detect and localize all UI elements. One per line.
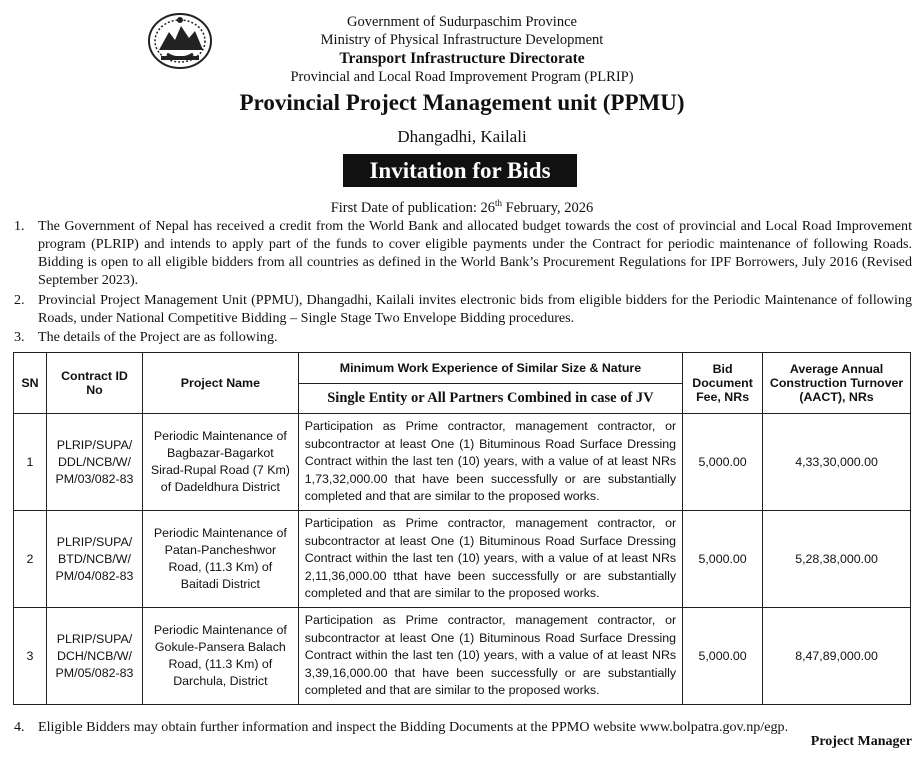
header-bid-fee: Bid Document Fee, NRs — [683, 353, 763, 414]
header-sn: SN — [14, 353, 47, 414]
table-row — [14, 511, 911, 608]
row-aact: 8,47,89,000.00 — [763, 608, 911, 705]
row-bid-fee: 5,000.00 — [683, 608, 763, 705]
row-bid-fee: 5,000.00 — [683, 414, 763, 511]
row-project-name: Periodic Maintenance of Patan-Pancheshwor Road, (11.3 Km) of Baitadi District — [142, 511, 298, 608]
header-contract-id: Contract ID No — [46, 353, 142, 414]
row-contract-id: PLRIP/SUPA/ BTD/NCB/W/ PM/04/082-83 — [46, 511, 142, 608]
row-sn: 3 — [14, 608, 47, 705]
row-contract-id: PLRIP/SUPA/ DDL/NCB/W/ PM/03/082-83 — [46, 414, 142, 511]
table-row — [14, 608, 911, 705]
directorate-line: Transport Infrastructure Directorate — [339, 50, 585, 67]
header-aact: Average Annual Construction Turnover (AACT), NRs — [763, 353, 911, 414]
paragraph-1: 1. The Government of Nepal has received a credit from the World Bank and allocated budget towards the cost of provincial and Local Road Improvement program (PLRIP) and intends to apply part of the funds to cover eligible payments under the Contract for periodic maintenance of following Roads. Bidding is open to all eligible bidders from all countries as defined in the World Bank’s Procurement Regulations for IPF Borrowers, July 2016 (Revised September 2023). — [14, 218, 912, 288]
publication-date: First Date of publication: 26th February, 2026 — [330, 198, 594, 216]
header-experience-sub: Single Entity or All Partners Combined in case of JV — [298, 384, 682, 414]
page-title: Provincial Project Management unit (PPMU) — [239, 90, 685, 115]
row-experience: Participation as Prime contractor, management contractor, or subcontractor at least One (1) Bituminous Road Surface Dressing Contract within the last ten (10) years, with a value of at least NRs 2,11,36,000.00 tthat have been successfully or are substantially completed and that are similar to the proposed works. — [298, 511, 682, 608]
paragraph-3: 3. The details of the Project are as following. — [14, 329, 278, 345]
row-project-name: Periodic Maintenance of Bagbazar-Bagarkot Sirad-Rupal Road (7 Km) of Dadeldhura District — [142, 414, 298, 511]
row-sn: 1 — [14, 414, 47, 511]
header-experience: Minimum Work Experience of Similar Size & Nature — [298, 353, 682, 384]
paragraph-2: 2. Provincial Project Management Unit (PPMU), Dhangadhi, Kailali invites electronic bids from eligible bidders for the Periodic Maintenance of following Roads, under National Competitive Bidding – Single Stage Two Envelope Bidding procedures. — [14, 292, 912, 326]
table-row — [14, 414, 911, 511]
program-line: Provincial and Local Road Improvement Program (PLRIP) — [290, 69, 634, 85]
location-line: Dhangadhi, Kailali — [397, 127, 527, 146]
signature: Project Manager — [810, 734, 912, 749]
row-aact: 4,33,30,000.00 — [763, 414, 911, 511]
row-experience: Participation as Prime contractor, management contractor, or subcontractor at least One (1) Bituminous Road Surface Dressing Contract within the last ten (10) years, with a value of at least NRs 3,39,16,000.00 that have been successfully or are substantially completed and that are similar to the proposed works. — [298, 608, 682, 705]
row-project-name: Periodic Maintenance of Gokule-Pansera Balach Road, (11.3 Km) of Darchula, District — [142, 608, 298, 705]
row-aact: 5,28,38,000.00 — [763, 511, 911, 608]
paragraph-4: 4. Eligible Bidders may obtain further information and inspect the Bidding Documents at the PPMO website www.bolpatra.gov.np/egp. — [14, 719, 789, 735]
row-experience: Participation as Prime contractor, management contractor, or subcontractor at least One (1) Bituminous Road Surface Dressing Contract within the last ten (10) years, with a value of at least NRs 1,73,32,000.00 that have been successfully or are substantially completed and that are similar to the proposed works. — [298, 414, 682, 511]
ministry-line: Ministry of Physical Infrastructure Development — [320, 32, 604, 48]
bid-details-table — [13, 352, 911, 705]
row-bid-fee: 5,000.00 — [683, 511, 763, 608]
header-project-name: Project Name — [142, 353, 298, 414]
row-contract-id: PLRIP/SUPA/ DCH/NCB/W/ PM/05/082-83 — [46, 608, 142, 705]
row-sn: 2 — [14, 511, 47, 608]
invitation-banner: Invitation for Bids — [343, 154, 577, 187]
government-line: Government of Sudurpaschim Province — [347, 14, 577, 30]
